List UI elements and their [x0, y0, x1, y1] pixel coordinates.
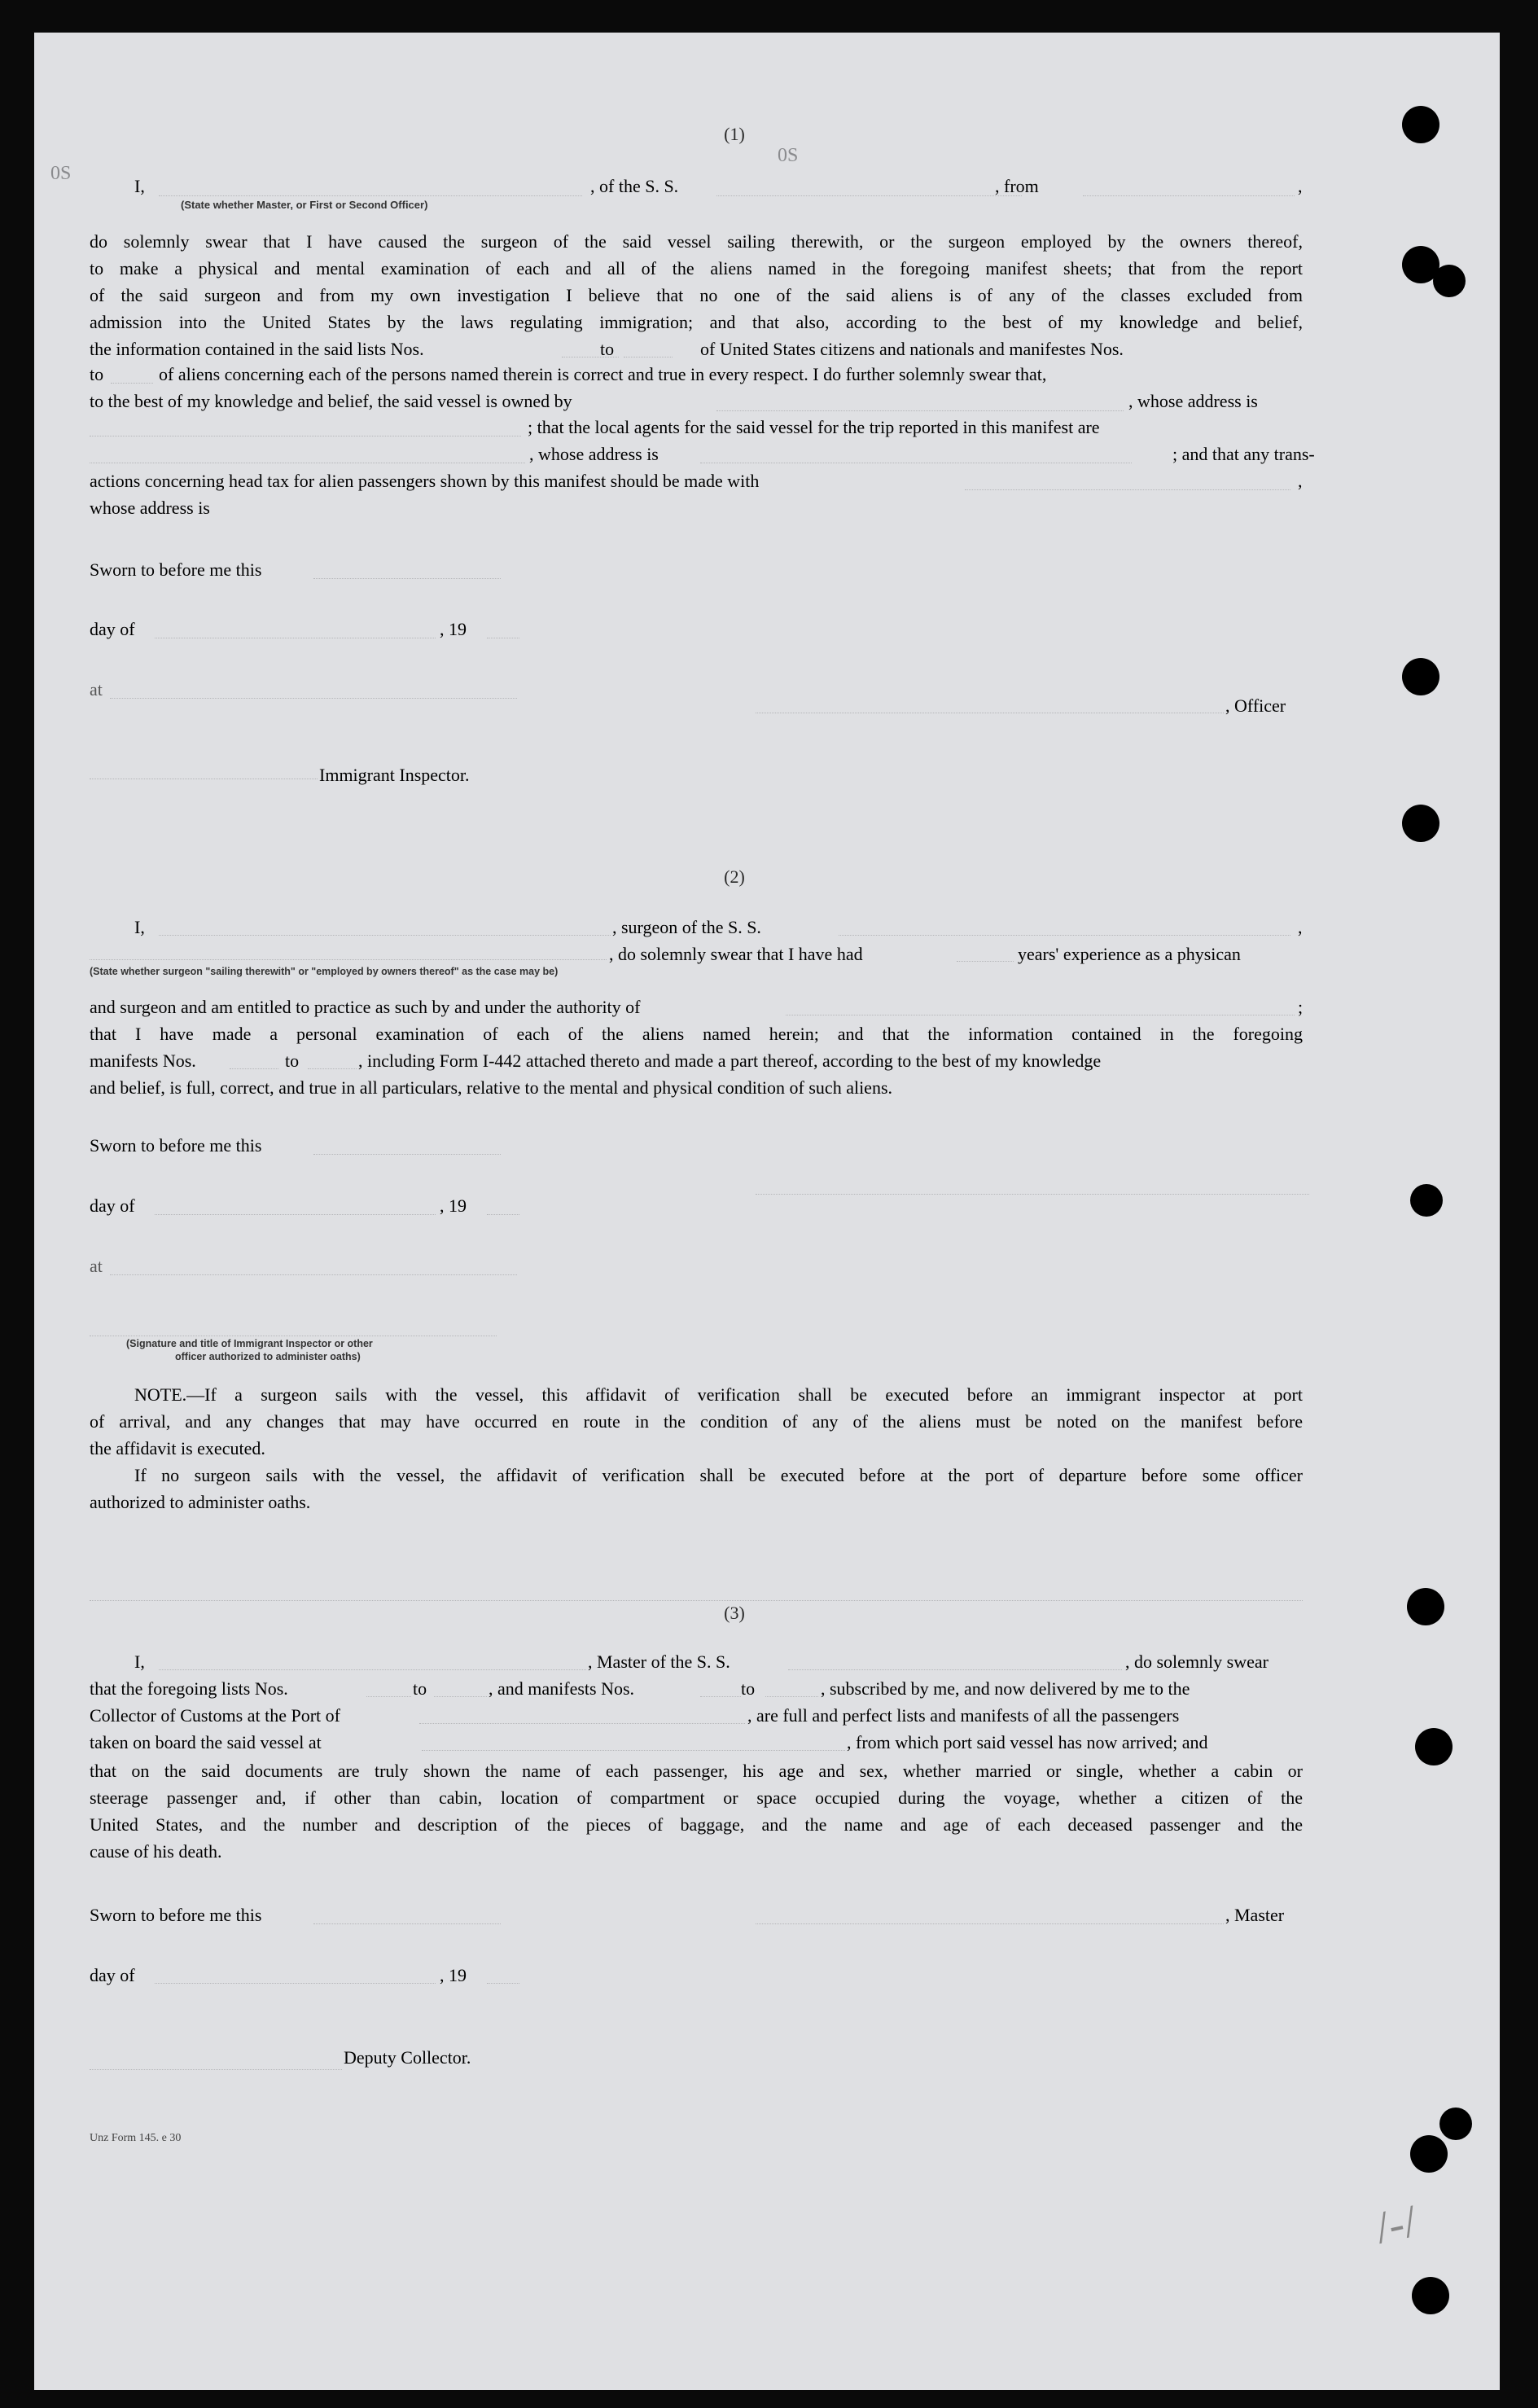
master-of: , Master of the S. S. [588, 1651, 730, 1672]
note-paragraph: NOTE.—If a surgeon sails with the vessel, this affidavit of verification shall be executed before an immigrant inspector at port of arrival, and any changes that may have occurred en route in the condition of any of the aliens must be noted on the manifest before the affidavit is executed. If no surgeon sails with the vessel, the affidavit of verification shall be executed before at the port of departure before some officer authorized to administer oaths. [90, 1384, 1303, 1512]
section1-line1: I, [134, 176, 145, 196]
blank-at[interactable] [110, 698, 517, 699]
blank-manifest-from[interactable] [230, 1068, 278, 1069]
manifests-b: , including Form I-442 attached thereto and made a part thereof, according to the best of my knowledge [358, 1050, 1102, 1071]
binder-hole [1412, 2277, 1449, 2314]
officer-label: , Officer [1225, 695, 1286, 716]
s3-lists-to2: to [741, 1678, 756, 1699]
collector-b: , are full and perfect lists and manifests of all the passengers [747, 1705, 1180, 1726]
section1-body-line: to make a physical and mental examination of each and all of the aliens named in the foregoing manifest sheets; that from the report [90, 258, 1303, 279]
manifests-a: manifests Nos. [90, 1050, 196, 1071]
blank-s3-sworn-day[interactable] [313, 1923, 501, 1924]
of-ss-label: , of the S. S. [590, 176, 679, 196]
master-label: , Master [1225, 1905, 1285, 1925]
blank-surgeon-name[interactable] [159, 935, 611, 936]
aliens-text: of aliens concerning each of the persons named therein is correct and true in every respect. I do further solemnly swear that, [159, 364, 1047, 384]
section-heading: (3) [724, 1603, 745, 1623]
binder-hole [1410, 2135, 1448, 2173]
divider-line [90, 1600, 1303, 1601]
deputy-label: Deputy Collector. [344, 2047, 471, 2068]
blank-surgeon-signature[interactable] [756, 1194, 1309, 1195]
taken-b: , from which port said vessel has now arrived; and [847, 1732, 1208, 1752]
lists-line: the information contained in the said lists Nos. [90, 339, 424, 359]
blank-years[interactable] [957, 961, 1014, 962]
surgeon-of: , surgeon of the S. S. [612, 917, 761, 937]
blank-s3-year[interactable] [487, 1983, 519, 1984]
owned-by: to the best of my knowledge and belief, the said vessel is owned by [90, 391, 572, 411]
whose-address: whose address is [90, 498, 210, 518]
line-end: , [1298, 176, 1303, 196]
actions-end: , [1298, 471, 1303, 491]
section-heading: (1) [724, 124, 745, 144]
collector-a: Collector of Customs at the Port of [90, 1705, 340, 1726]
examination-line: that I have made a personal examination of each of the aliens named herein; and that the information contained in the foregoing [90, 1024, 1303, 1044]
belief-line: and belief, is full, correct, and true in all particulars, relative to the mental and physical condition of such aliens. [90, 1077, 893, 1098]
section3-body: that on the said documents are truly shown the name of each passenger, his age and sex, whether married or single, whether a cabin or steerage passenger and, if other than cabin, location of compartment or space occupied during the voyage, whether a citizen of the United States, and the number and description of the pieces of baggage, and the name and age of each deceased passenger and the cause of his death. [90, 1761, 1303, 1862]
margin-mark: 0S [50, 163, 72, 184]
blank-deputy-signature[interactable] [90, 2069, 342, 2070]
section1-body-line: do solemnly swear that I have caused the surgeon of the said vessel sailing therewith, or the surgeon employed by the owners thereof, [90, 231, 1303, 252]
blank-manifest-to[interactable] [308, 1068, 357, 1069]
sworn-label: Sworn to before me this [90, 559, 262, 580]
section-heading: (2) [724, 866, 745, 887]
blank-s3-list-from[interactable] [366, 1696, 411, 1697]
signature-note: officer authorized to administer oaths) [175, 1351, 361, 1362]
blank-master-signature[interactable] [756, 1923, 1224, 1924]
swear-line: , do solemnly swear that I have had [609, 944, 863, 964]
surgeon-note: (State whether surgeon "sailing therewith" or "employed by owners thereof" as the case may be) [90, 966, 559, 977]
agents-trans: ; and that any trans- [1172, 444, 1315, 464]
s3-sworn: Sworn to before me this [90, 1905, 262, 1925]
swear-years: years' experience as a physican [1018, 944, 1241, 964]
blank-port[interactable] [419, 1723, 745, 1724]
blank-from-port[interactable] [1083, 195, 1295, 196]
authority-end: ; [1298, 997, 1304, 1017]
blank-s2-year[interactable] [487, 1214, 519, 1215]
s3-lists-c: , subscribed by me, and now delivered by me to the [821, 1678, 1190, 1699]
binder-hole [1402, 805, 1439, 842]
blank-ship-name[interactable] [716, 195, 1022, 196]
officer-note: (State whether Master, or First or Second Officer) [181, 199, 428, 211]
s3-i: I, [134, 1651, 145, 1672]
s2-i: I, [134, 917, 145, 937]
binder-hole [1415, 1728, 1453, 1765]
s3-day-of: day of [90, 1965, 135, 1985]
year-label: , 19 [440, 619, 467, 639]
blank-surgeon-type[interactable] [90, 959, 607, 960]
blank-s2-at[interactable] [110, 1274, 517, 1275]
s2-end: , [1298, 917, 1303, 937]
aliens-to: to [90, 364, 104, 384]
blank-sworn-day[interactable] [313, 578, 501, 579]
blank-head-tax[interactable] [965, 489, 1290, 490]
s3-year: , 19 [440, 1965, 467, 1985]
actions-text: actions concerning head tax for alien passengers shown by this manifest should be made with [90, 471, 760, 491]
binder-hole [1407, 1588, 1444, 1625]
section1-body-line: of the said surgeon and from my own investigation I believe that no one of the said aliens is of any of the classes excluded from [90, 285, 1303, 305]
section1-body-line: admission into the United States by the laws regulating immigration; and that also, according to the best of my knowledge and belief, [90, 312, 1303, 332]
blank-owner[interactable] [716, 410, 1124, 411]
blank-s2-sworn-day[interactable] [313, 1154, 501, 1155]
blank-s2-ship[interactable] [839, 935, 1290, 936]
s3-lists-to: to [413, 1678, 427, 1699]
from-label: , from [995, 176, 1039, 196]
at-label: at [90, 679, 103, 700]
s2-sworn: Sworn to before me this [90, 1135, 262, 1156]
lists-citizens: of United States citizens and nationals and manifestes Nos. [700, 339, 1124, 359]
form-number: Unz Form 145. e 30 [90, 2132, 182, 2144]
blank-s2-month[interactable] [155, 1214, 436, 1215]
blank-s3-manifest-to[interactable] [765, 1696, 818, 1697]
inspector-label: Immigrant Inspector. [319, 765, 470, 785]
signature-note: (Signature and title of Immigrant Inspector or other [126, 1338, 373, 1349]
s3-lists-b: , and manifests Nos. [489, 1678, 635, 1699]
blank-s3-month[interactable] [155, 1983, 436, 1984]
binder-hole [1402, 658, 1439, 695]
authority-line: and surgeon and am entitled to practice as such by and under the authority of [90, 997, 641, 1017]
day-of-label: day of [90, 619, 135, 639]
blank-aliens-from[interactable] [111, 383, 153, 384]
s2-year: , 19 [440, 1195, 467, 1216]
manifests-to: to [285, 1050, 300, 1071]
blank-s3-ship[interactable] [788, 1669, 1122, 1670]
s3-swear: , do solemnly swear [1125, 1651, 1269, 1672]
agents-text: ; that the local agents for the said vessel for the trip reported in this manifest are [528, 417, 1100, 437]
corner-scribble: /-/ [1371, 2195, 1422, 2254]
blank-s3-manifest-from[interactable] [700, 1696, 741, 1697]
blank-officer-name[interactable] [159, 195, 582, 196]
binder-hole [1410, 1184, 1443, 1217]
blank-taken-port[interactable] [422, 1750, 845, 1751]
binder-hole [1402, 106, 1439, 143]
blank-s3-list-to[interactable] [434, 1696, 487, 1697]
s2-day-of: day of [90, 1195, 135, 1216]
binder-hole [1439, 2108, 1472, 2140]
taken-a: taken on board the said vessel at [90, 1732, 322, 1752]
agents-address: , whose address is [529, 444, 659, 464]
lists-to: to [600, 339, 615, 359]
margin-mark: 0S [778, 145, 799, 166]
owner-address: , whose address is [1128, 391, 1258, 411]
blank-master-name[interactable] [159, 1669, 586, 1670]
s3-lists-a: that the foregoing lists Nos. [90, 1678, 288, 1699]
binder-hole [1433, 265, 1466, 297]
s2-at: at [90, 1256, 103, 1276]
